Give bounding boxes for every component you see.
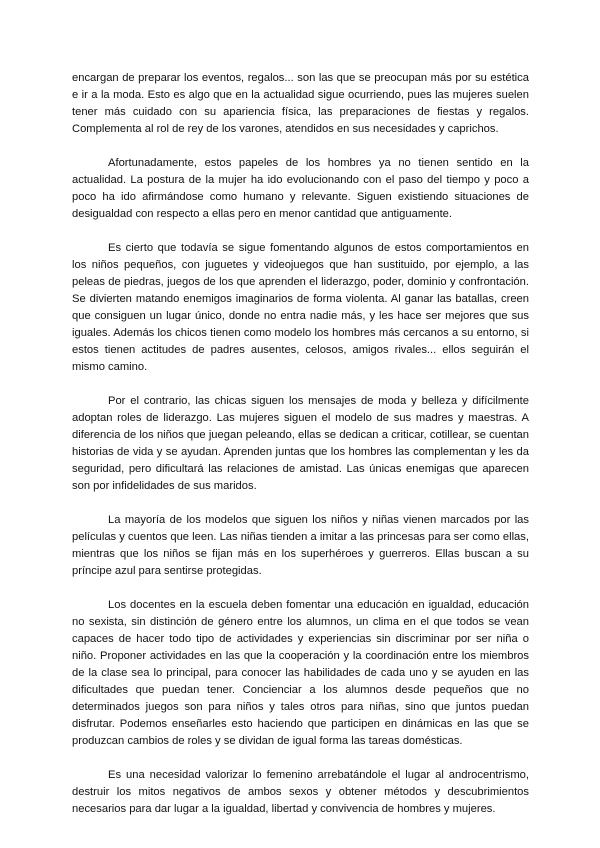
paragraph-docentes: Los docentes en la escuela deben fomentar una educación en igualdad, educación no sexista, sin distinción de género entre los alumnos, un clima en el que todos se vean capaces de hacer todo tipo de actividades y experiencias sin discriminar por ser niña o niño. Proponer actividades en las que la cooperación y la coordinación entre los miembros de la clase sea lo principal, para conocer las habilidades de cada uno y se ayuden en las dificultades que puedan tener. Concienciar a los alumnos desde pequeños que no determinados juegos son para niños y tales otros para niñas, sino que juntos puedan disfrutar. Podemos enseñarles esto haciendo que participen en dinámicas en las que se produzcan cambios de roles y se dividan de igual forma las tareas domésticas. bbox=[72, 599, 529, 747]
paragraph-continuation: encargan de preparar los eventos, regalos... son las que se preocupan más por su estética e ir a la moda. Esto es algo que en la actualidad sigue ocurriendo, pues las mujeres suelen tener más cuidado con su apariencia física, las preparaciones de fiestas y regalos. Complementa al rol de rey de los varones, atendidos en sus necesidades y caprichos. bbox=[72, 72, 529, 135]
paragraph-afortunadamente: Afortunadamente, estos papeles de los hombres ya no tienen sentido en la actualidad. La postura de la mujer ha ido evolucionando con el paso del tiempo y poco a poco ha ido afirmándose como humano y relevante. Siguen existiendo situaciones de desigualdad con respecto a ellas pero en menor cantidad que antiguamente. bbox=[72, 157, 529, 220]
paragraph-comportamientos-ninos: Es cierto que todavía se sigue fomentando algunos de estos comportamientos en los niños pequeños, con juguetes y videojuegos que han sustituido, por ejemplo, a las peleas de piedras, juegos de los que aprenden el liderazgo, poder, dominio y confrontación. Se divierten matando enemigos imaginarios de forma violenta. Al ganar las batallas, creen que consiguen un lugar único, donde no entra nadie más, y les hace ser mejores que sus iguales. Además los chicos tienen como modelo los hombres más cercanos a su entorno, si estos tienen actitudes de padres ausentes, celosos, amigos rivales... ellos seguirán el mismo camino. bbox=[72, 242, 529, 373]
paragraph-modelos-peliculas: La mayoría de los modelos que siguen los niños y niñas vienen marcados por las películas y cuentos que leen. Las niñas tienden a imitar a las princesas para ser como ellas, mientras que los niños se fijan más en los superhéroes y guerreros. Ellas buscan a su príncipe azul para sentirse protegidas. bbox=[72, 514, 529, 577]
paragraph-chicas: Por el contrario, las chicas siguen los mensajes de moda y belleza y difícilmente adoptan roles de liderazgo. Las mujeres siguen el modelo de sus madres y maestras. A diferencia de los niños que juegan peleando, ellas se dedican a criticar, cotillear, se cuentan historias de vida y se ayudan. Aprenden juntas que los hombres las complementan y les da seguridad, pero dificultará las relaciones de amistad. Las únicas enemigas que aparecen son por infidelidades de sus maridos. bbox=[72, 395, 529, 492]
document-page bbox=[72, 70, 529, 818]
paragraph-conclusion: Es una necesidad valorizar lo femenino arrebatándole el lugar al androcentrismo, destruir los mitos negativos de ambos sexos y obtener métodos y descubrimientos necesarios para dar lugar a la igualdad, libertad y convivencia de hombres y mujeres. bbox=[72, 769, 529, 815]
